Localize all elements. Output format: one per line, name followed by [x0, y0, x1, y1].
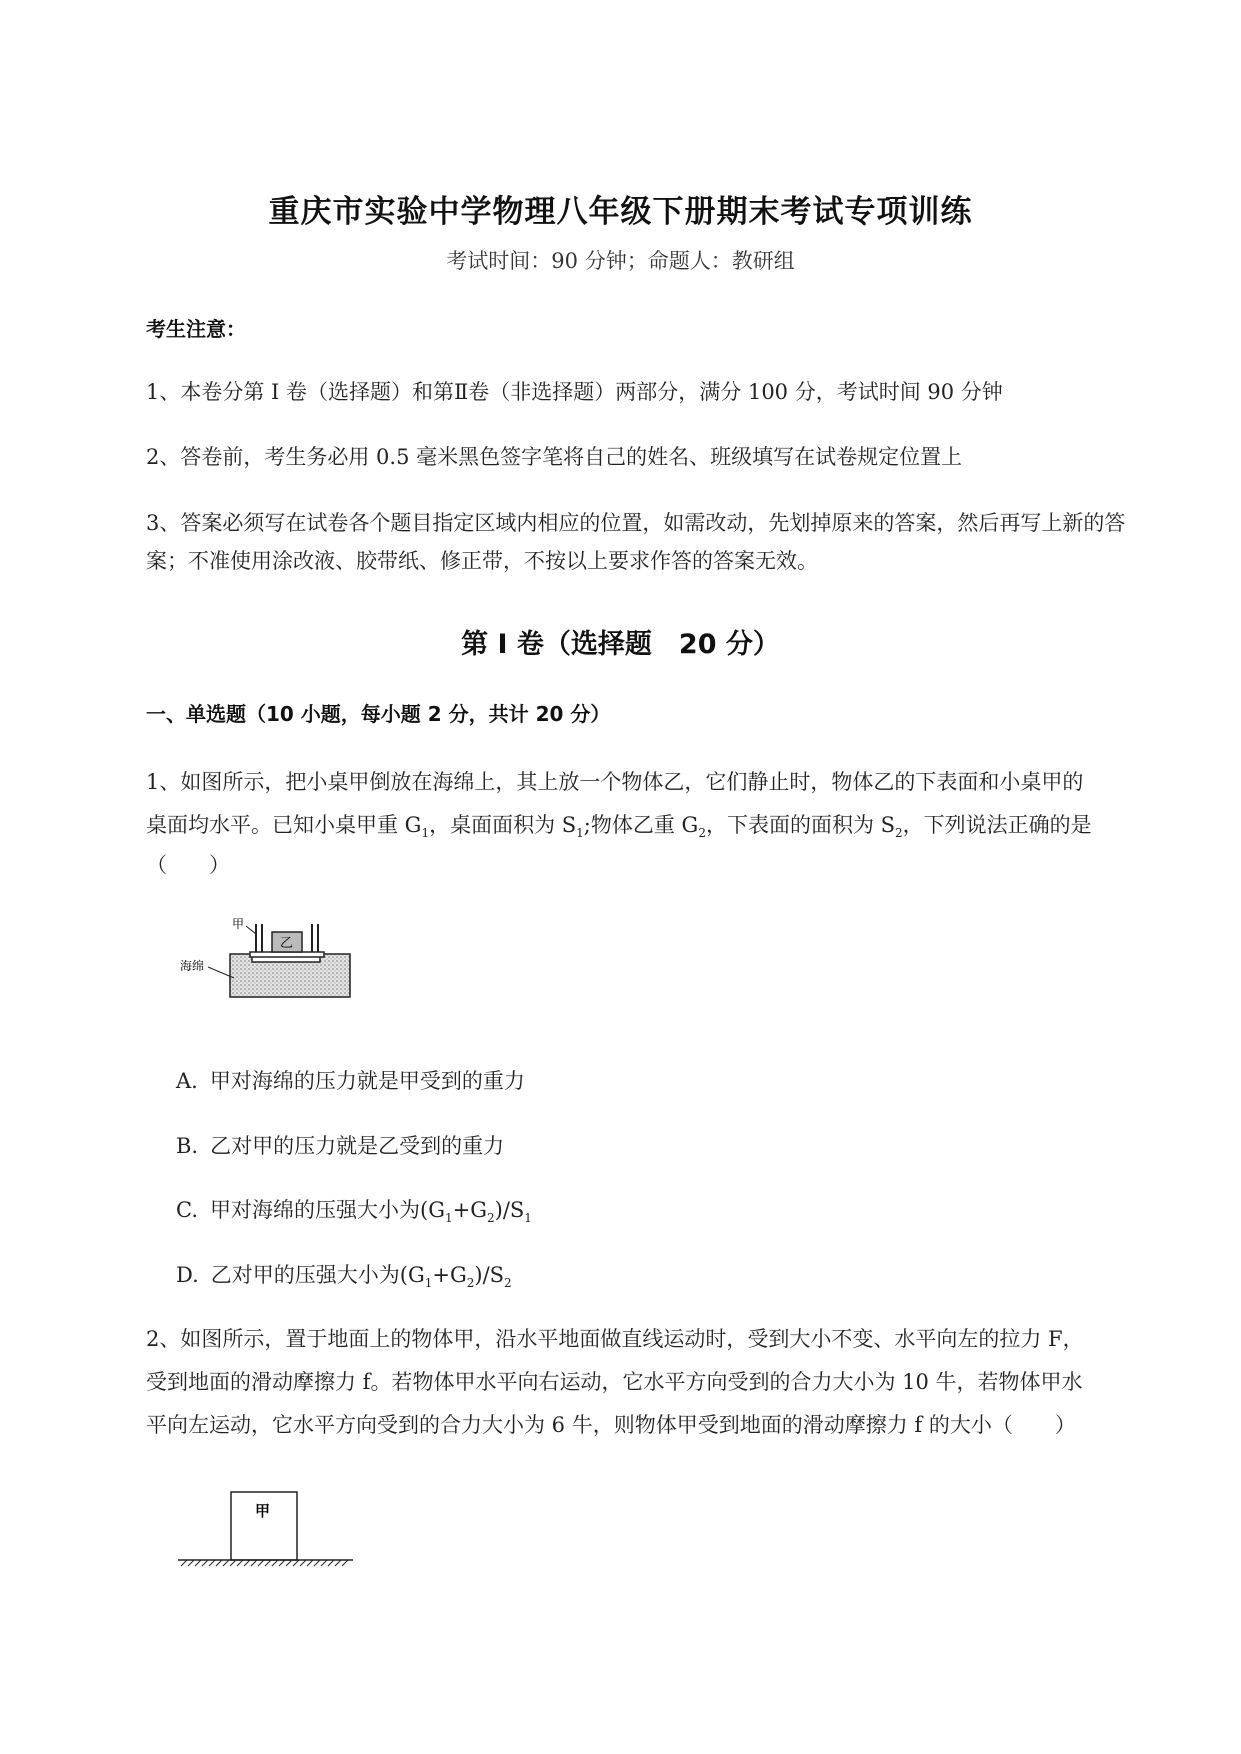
option-b	[176, 1130, 504, 1160]
q1-sub: 1	[421, 826, 430, 841]
option-text-a: 乙对甲的压强大小为(G	[210, 1263, 425, 1287]
ground-hatching	[181, 1560, 348, 1566]
pointer-line	[246, 926, 256, 934]
option-a	[176, 1065, 525, 1095]
q1-text-b: ，桌面面积为 S	[429, 813, 577, 837]
q1-sub: 2	[895, 826, 903, 841]
q1-text-d: ，下表面的面积为 S	[705, 813, 896, 837]
exam-subtitle: 考试时间：90 分钟；命题人：教研组	[446, 249, 795, 273]
part-heading: 一、单选题（10 小题，每小题 2 分，共计 20 分）	[146, 702, 611, 726]
figure-block-on-ground	[175, 1490, 360, 1575]
label-sponge: 海绵	[180, 959, 205, 973]
option-letter: B.	[176, 1134, 199, 1158]
option-text-c: )/S	[494, 1198, 525, 1222]
page-title: 重庆市实验中学物理八年级下册期末考试专项训练	[268, 194, 973, 230]
option-sub: 2	[504, 1276, 512, 1291]
q1-text-a: 桌面均水平。已知小桌甲重 G	[146, 813, 422, 837]
question-2-line-1: 2、如图所示，置于地面上的物体甲，沿水平地面做直线运动时，受到大小不变、水平向左的拉力 F，	[146, 1327, 1084, 1351]
option-sub: 1	[524, 1211, 532, 1226]
q1-sub: 1	[444, 1211, 453, 1226]
option-letter: D.	[176, 1263, 199, 1287]
option-text: 甲对海绵的压力就是甲受到的重力	[209, 1069, 525, 1093]
q1-sub: 2	[698, 826, 706, 841]
option-text-c: )/S	[474, 1263, 505, 1287]
notice-item-3: 3、答案必须写在试卷各个题目指定区域内相应的位置，如需改动，先划掉原来的答案，然后再写上新的答案；不准使用涂改液、胶带纸、修正带，不按以上要求作答的答案无效。	[146, 511, 1126, 573]
q1-sub: 2	[466, 1276, 475, 1291]
question-2-line-2: 受到地面的滑动摩擦力 f。若物体甲水平向右运动，它水平方向受到的合力大小为 10 牛，若物体甲水	[146, 1370, 1083, 1394]
option-text-b: +G	[452, 1198, 487, 1222]
notice-item-1: 1、本卷分第 I 卷（选择题）和第Ⅱ卷（非选择题）两部分，满分 100 分，考试时间 90 分钟	[146, 380, 1003, 404]
option-text-a: 甲对海绵的压强大小为(G	[210, 1198, 445, 1222]
option-text: 乙对甲的压力就是乙受到的重力	[210, 1134, 505, 1158]
option-letter: C.	[176, 1198, 198, 1222]
option-letter: A.	[176, 1069, 198, 1093]
q1-sub: 2	[486, 1211, 495, 1226]
figure-table-on-sponge	[180, 912, 360, 1002]
notice-heading: 考生注意：	[146, 317, 246, 341]
question-1-line-1: 1、如图所示，把小桌甲倒放在海绵上，其上放一个物体乙，它们静止时，物体乙的下表面和小桌甲的	[146, 770, 1084, 794]
option-d	[176, 1259, 512, 1290]
label-yi: 乙	[280, 936, 294, 951]
option-c	[176, 1194, 532, 1225]
label-jia: 甲	[255, 1502, 271, 1520]
section-title: 第 I 卷（选择题 20 分）	[461, 629, 780, 660]
question-1-blank: （ ）	[146, 853, 230, 877]
q1-text-e: ，下列说法正确的是	[902, 813, 1092, 837]
sponge-shape	[230, 954, 350, 997]
q1-sub: 1	[424, 1276, 433, 1291]
label-jia: 甲	[232, 917, 245, 931]
q1-sub: 1	[576, 826, 584, 841]
option-text-b: +G	[432, 1263, 467, 1287]
notice-item-2: 2、答卷前，考生务必用 0.5 毫米黑色签字笔将自己的姓名、班级填写在试卷规定位置上	[146, 445, 963, 469]
question-2-line-3: 平向左运动，它水平方向受到的合力大小为 6 牛，则物体甲受到地面的滑动摩擦力 f 的大小（ ）	[146, 1413, 1076, 1437]
q1-text-c: ;物体乙重 G	[583, 813, 699, 837]
